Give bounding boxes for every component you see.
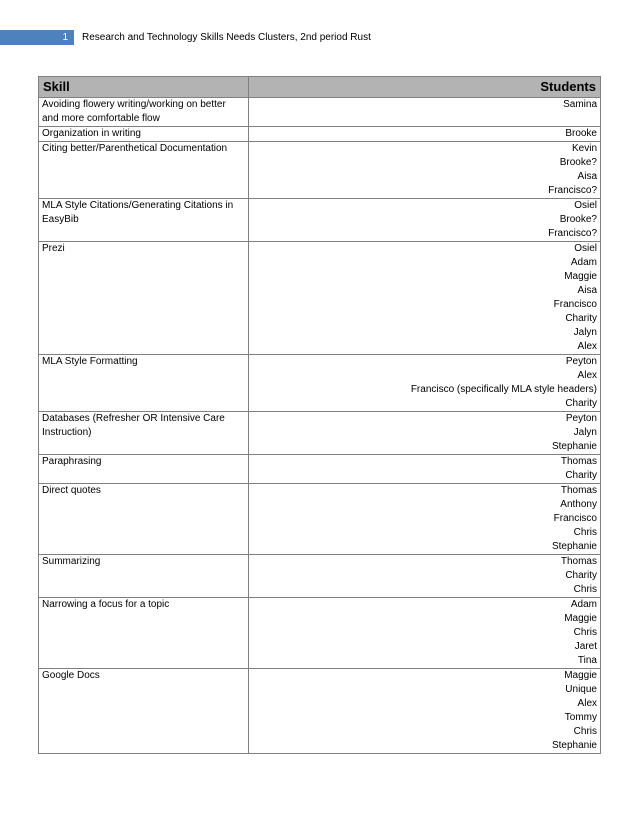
students-cell (249, 555, 601, 598)
student-name: Charity (565, 570, 597, 581)
skill-cell: Citing better/Parenthetical Documentation (39, 142, 249, 199)
skill-cell: MLA Style Citations/Generating Citations in EasyBib (39, 199, 249, 242)
student-name: Alex (577, 341, 597, 352)
student-name: Chris (573, 584, 597, 595)
students-cell (249, 142, 601, 199)
students-cell (249, 127, 601, 142)
student-name: Brooke (565, 128, 597, 139)
students-cell (249, 98, 601, 127)
table-row (39, 127, 601, 142)
student-name: Brooke? (559, 214, 597, 225)
student-name: Brooke? (559, 157, 597, 168)
student-name: Francisco (553, 513, 597, 524)
page-header (0, 30, 600, 45)
skill-cell: MLA Style Formatting (39, 355, 249, 412)
column-header-skill: Skill (39, 77, 249, 98)
student-name: Aisa (577, 171, 597, 182)
table-row (39, 98, 601, 127)
table-row (39, 555, 601, 598)
skill-cell: Paraphrasing (39, 455, 249, 484)
student-name: Francisco (specifically MLA style headers) (410, 384, 597, 395)
student-name: Thomas (560, 456, 597, 467)
table-row (39, 355, 601, 412)
students-cell (249, 598, 601, 669)
skills-table (38, 76, 601, 754)
student-name: Maggie (564, 613, 597, 624)
student-name: Adam (570, 257, 597, 268)
student-name: Stephanie (551, 541, 597, 552)
student-name: Jalyn (573, 427, 597, 438)
students-cell (249, 455, 601, 484)
student-name: Adam (570, 599, 597, 610)
table-header-row (39, 77, 601, 98)
student-name: Chris (573, 527, 597, 538)
student-name: Chris (573, 726, 597, 737)
student-name: Charity (565, 313, 597, 324)
student-name: Stephanie (551, 441, 597, 452)
table-row (39, 455, 601, 484)
table-row (39, 142, 601, 199)
skill-cell: Google Docs (39, 669, 249, 754)
student-name: Peyton (565, 356, 597, 367)
skill-cell: Organization in writing (39, 127, 249, 142)
student-name: Francisco (553, 299, 597, 310)
student-name: Alex (577, 698, 597, 709)
student-name: Maggie (564, 670, 597, 681)
student-name: Francisco? (548, 185, 597, 196)
student-name: Samina (563, 99, 597, 110)
student-name: Thomas (560, 556, 597, 567)
skill-cell: Databases (Refresher OR Intensive Care Instruction) (39, 412, 249, 455)
student-name: Tommy (564, 712, 597, 723)
table-row (39, 484, 601, 555)
skill-cell: Avoiding flowery writing/working on better and more comfortable flow (39, 98, 249, 127)
skill-cell: Narrowing a focus for a topic (39, 598, 249, 669)
student-name: Chris (573, 627, 597, 638)
table-row (39, 199, 601, 242)
skill-cell: Summarizing (39, 555, 249, 598)
table-row (39, 242, 601, 355)
student-name: Alex (577, 370, 597, 381)
column-header-students: Students (249, 77, 601, 98)
student-name: Aisa (577, 285, 597, 296)
student-name: Stephanie (551, 740, 597, 751)
students-cell (249, 242, 601, 355)
student-name: Tina (577, 655, 597, 666)
skill-cell: Direct quotes (39, 484, 249, 555)
students-cell (249, 355, 601, 412)
table-body (39, 98, 601, 754)
students-cell (249, 199, 601, 242)
students-cell (249, 669, 601, 754)
student-name: Charity (565, 470, 597, 481)
page-number: 1 (0, 30, 74, 45)
table-row (39, 598, 601, 669)
student-name: Charity (565, 398, 597, 409)
students-cell (249, 484, 601, 555)
table-row (39, 412, 601, 455)
student-name: Thomas (560, 485, 597, 496)
student-name: Anthony (560, 499, 597, 510)
student-name: Maggie (564, 271, 597, 282)
skill-cell: Prezi (39, 242, 249, 355)
table-row (39, 669, 601, 754)
student-name: Jaret (574, 641, 597, 652)
student-name: Peyton (565, 413, 597, 424)
header-title: Research and Technology Skills Needs Clusters, 2nd period Rust (82, 32, 371, 43)
students-cell (249, 412, 601, 455)
student-name: Jalyn (573, 327, 597, 338)
student-name: Osiel (574, 243, 597, 254)
student-name: Unique (565, 684, 597, 695)
student-name: Francisco? (548, 228, 597, 239)
student-name: Kevin (571, 143, 597, 154)
student-name: Osiel (574, 200, 597, 211)
